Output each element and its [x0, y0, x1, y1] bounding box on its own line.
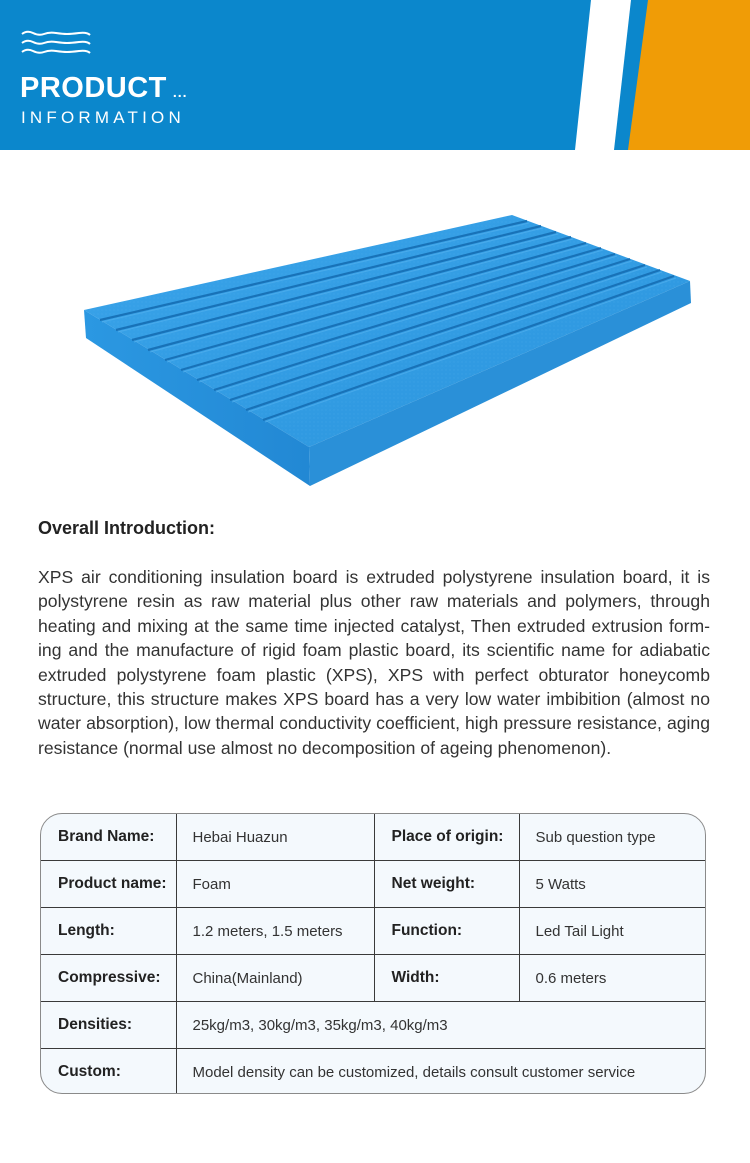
spec-value: Led Tail Light — [519, 908, 705, 955]
spec-table — [40, 813, 706, 1094]
spec-row — [41, 955, 705, 1002]
spec-label: Custom: — [41, 1049, 176, 1095]
spec-value: Model density can be customized, details consult customer service — [192, 1063, 636, 1081]
header-banner — [0, 0, 750, 150]
spec-label: Function: — [374, 908, 519, 955]
spec-value: Sub question type — [519, 814, 705, 861]
spec-label: Length: — [41, 908, 176, 955]
spec-row — [41, 814, 705, 861]
spec-value: 5 Watts — [519, 861, 705, 908]
spec-value: China(Mainland) — [176, 955, 374, 1002]
header-title-ellipsis: ... — [172, 84, 188, 100]
spec-row — [41, 861, 705, 908]
spec-label: Product name: — [41, 861, 176, 908]
spec-label: Net weight: — [374, 861, 519, 908]
intro-body: XPS air conditioning insulation board is extruded polystyrene insulation board, it is polystyrene resin as raw material plus other raw materials and polymers, through heating and mixing at the same time injected catalyst, Then extruded extrusion form-ing and the manufacture of rigid foam plastic board, its scientific name for adiabatic extruded polystyrene foam plastic (XPS), XPS with perfect obturator honeycomb structure, this structure makes XPS board has a very low water imbibition (almost no water absorption), low thermal conductivity coefficient, high pressure resistance, aging resistance (normal use almost no decomposition of ageing phenomenon). — [38, 567, 710, 758]
product-image-xps-board — [0, 160, 750, 510]
header-title: PRODUCT ... — [20, 72, 188, 104]
spec-value: Foam — [176, 861, 374, 908]
spec-label: Brand Name: — [41, 814, 176, 861]
spec-row-wide — [41, 1002, 705, 1049]
spec-row — [41, 908, 705, 955]
intro-heading: Overall Introduction: — [38, 518, 216, 538]
spec-value: 0.6 meters — [519, 955, 705, 1002]
spec-label: Place of origin: — [374, 814, 519, 861]
waves-icon — [21, 30, 91, 58]
spec-value: Hebai Huazun — [176, 814, 374, 861]
spec-label: Width: — [374, 955, 519, 1002]
spec-label: Compressive: — [41, 955, 176, 1002]
spec-row-wide — [41, 1049, 705, 1095]
spec-value: 1.2 meters, 1.5 meters — [176, 908, 374, 955]
spec-label: Densities: — [41, 1002, 176, 1049]
spec-value: 25kg/m3, 30kg/m3, 35kg/m3, 40kg/m3 — [176, 1002, 705, 1049]
header-subtitle: INFORMATION — [21, 108, 185, 127]
